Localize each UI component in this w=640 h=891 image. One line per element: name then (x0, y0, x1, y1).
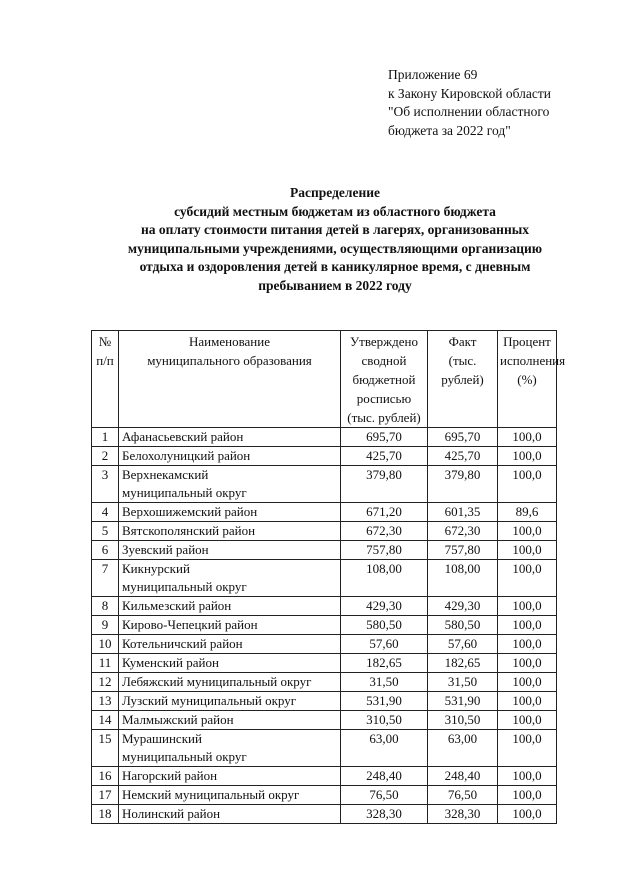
municipality-name (119, 711, 341, 730)
row-number: 4 (92, 503, 119, 522)
table-row (92, 730, 557, 767)
fact-amount: 601,35 (428, 503, 498, 522)
row-number: 7 (92, 560, 119, 597)
approved-amount: 31,50 (341, 673, 428, 692)
table-row (92, 428, 557, 447)
header-name (119, 331, 341, 428)
approved-amount: 248,40 (341, 767, 428, 786)
header-fact (428, 331, 498, 428)
annex-line: "Об исполнении областного (388, 104, 550, 119)
header-num (92, 331, 119, 428)
fact-amount: 328,30 (428, 805, 498, 824)
header-text: бюджетной (352, 372, 416, 387)
document-title (90, 184, 580, 295)
header-text: муниципального образования (147, 353, 312, 368)
municipality-name-line: Вятскополянский район (122, 523, 256, 538)
annex-reference (388, 66, 551, 140)
fact-amount: 379,80 (428, 466, 498, 503)
municipality-name (119, 560, 341, 597)
table-row (92, 692, 557, 711)
row-number: 15 (92, 730, 119, 767)
execution-percent: 100,0 (498, 673, 557, 692)
municipality-name (119, 654, 341, 673)
approved-amount: 76,50 (341, 786, 428, 805)
title-line: муниципальными учреждениями, осуществляющими организацию (127, 240, 543, 256)
approved-amount: 672,30 (341, 522, 428, 541)
header-text: сводной (361, 353, 407, 368)
approved-amount: 379,80 (341, 466, 428, 503)
approved-amount: 671,20 (341, 503, 428, 522)
execution-percent: 100,0 (498, 654, 557, 673)
municipality-name-line: Нагорский район (122, 768, 218, 783)
municipality-name (119, 503, 341, 522)
table-row (92, 673, 557, 692)
municipality-name-line: Лебяжский муниципальный округ (122, 674, 312, 689)
table-row (92, 805, 557, 824)
municipality-name-line: Малмыжский район (122, 712, 234, 727)
approved-amount: 580,50 (341, 616, 428, 635)
execution-percent: 100,0 (498, 711, 557, 730)
row-number: 6 (92, 541, 119, 560)
execution-percent: 100,0 (498, 786, 557, 805)
approved-amount: 328,30 (341, 805, 428, 824)
table-row (92, 560, 557, 597)
row-number: 14 (92, 711, 119, 730)
municipality-name-line: Кикнурский (122, 561, 190, 576)
municipality-name (119, 673, 341, 692)
fact-amount: 429,30 (428, 597, 498, 616)
municipality-name (119, 522, 341, 541)
municipality-name (119, 730, 341, 767)
header-text: (%) (517, 372, 537, 387)
approved-amount: 63,00 (341, 730, 428, 767)
header-text: Утверждено (349, 334, 419, 349)
header-text: исполнения (500, 353, 566, 368)
municipality-name (119, 541, 341, 560)
execution-percent: 89,6 (498, 503, 557, 522)
execution-percent: 100,0 (498, 560, 557, 597)
row-number: 2 (92, 447, 119, 466)
subsidy-table (91, 330, 566, 824)
table-row (92, 597, 557, 616)
header-text: (тыс. рублей) (347, 410, 421, 425)
row-number: 9 (92, 616, 119, 635)
execution-percent: 100,0 (498, 692, 557, 711)
execution-percent: 100,0 (498, 730, 557, 767)
municipality-name-line: Мурашинский (122, 731, 202, 746)
table-row (92, 635, 557, 654)
header-text: росписью (356, 391, 412, 406)
table-row (92, 654, 557, 673)
municipality-name (119, 767, 341, 786)
municipality-name-line: Афанасьевский район (122, 429, 244, 444)
table-row (92, 767, 557, 786)
title-line: субсидий местным бюджетам из областного бюджета (174, 203, 496, 219)
table-row (92, 786, 557, 805)
execution-percent: 100,0 (498, 767, 557, 786)
fact-amount: 695,70 (428, 428, 498, 447)
execution-percent: 100,0 (498, 466, 557, 503)
header-text: (тыс. (448, 353, 477, 368)
header-text: Наименование (189, 334, 270, 349)
execution-percent: 100,0 (498, 805, 557, 824)
approved-amount: 531,90 (341, 692, 428, 711)
table-row (92, 503, 557, 522)
municipality-name (119, 466, 341, 503)
execution-percent: 100,0 (498, 447, 557, 466)
municipality-name (119, 692, 341, 711)
municipality-name-line: Белохолуницкий район (122, 448, 251, 463)
execution-percent: 100,0 (498, 428, 557, 447)
municipality-name-line: Верхошижемский район (122, 504, 258, 519)
fact-amount: 63,00 (428, 730, 498, 767)
execution-percent: 100,0 (498, 616, 557, 635)
municipality-name-line: Куменский район (122, 655, 219, 670)
row-number: 13 (92, 692, 119, 711)
municipality-name-line: муниципальный округ (122, 749, 247, 764)
approved-amount: 757,80 (341, 541, 428, 560)
municipality-name (119, 786, 341, 805)
municipality-name (119, 616, 341, 635)
execution-percent: 100,0 (498, 635, 557, 654)
header-text: рублей) (441, 372, 484, 387)
municipality-name (119, 428, 341, 447)
annex-line: Приложение 69 (388, 67, 478, 82)
approved-amount: 425,70 (341, 447, 428, 466)
approved-amount: 695,70 (341, 428, 428, 447)
row-number: 8 (92, 597, 119, 616)
header-text: Процент (503, 334, 551, 349)
title-line: на оплату стоимости питания детей в лагерях, организованных (140, 222, 530, 237)
fact-amount: 425,70 (428, 447, 498, 466)
municipality-name-line: Котельничский район (122, 636, 243, 651)
fact-amount: 310,50 (428, 711, 498, 730)
fact-amount: 76,50 (428, 786, 498, 805)
municipality-name-line: Кильмезский район (122, 598, 232, 613)
header-percent (498, 331, 566, 428)
municipality-name-line: Зуевский район (122, 542, 209, 557)
header-text: № (98, 334, 112, 349)
table-body (92, 428, 557, 824)
municipality-name-line: муниципальный округ (122, 485, 247, 500)
fact-amount: 182,65 (428, 654, 498, 673)
execution-percent: 100,0 (498, 522, 557, 541)
municipality-name-line: Нолинский район (122, 806, 221, 821)
annex-line: бюджета за 2022 год" (388, 122, 511, 138)
fact-amount: 31,50 (428, 673, 498, 692)
row-number: 1 (92, 428, 119, 447)
fact-amount: 531,90 (428, 692, 498, 711)
title-line: отдыха и оздоровления детей в каникулярное время, с дневным (139, 259, 531, 274)
municipality-name-line: Верхнекамский (122, 467, 209, 482)
approved-amount: 108,00 (341, 560, 428, 597)
row-number: 17 (92, 786, 119, 805)
fact-amount: 57,60 (428, 635, 498, 654)
title-line: Распределение (289, 185, 381, 200)
approved-amount: 429,30 (341, 597, 428, 616)
header-approved (341, 331, 428, 428)
table-row (92, 711, 557, 730)
table-row (92, 541, 557, 560)
fact-amount: 580,50 (428, 616, 498, 635)
municipality-name (119, 597, 341, 616)
execution-percent: 100,0 (498, 597, 557, 616)
table-row (92, 466, 557, 503)
row-number: 11 (92, 654, 119, 673)
approved-amount: 310,50 (341, 711, 428, 730)
header-text: Факт (448, 334, 477, 349)
approved-amount: 57,60 (341, 635, 428, 654)
municipality-name (119, 447, 341, 466)
row-number: 18 (92, 805, 119, 824)
table-row (92, 616, 557, 635)
municipality-name (119, 805, 341, 824)
fact-amount: 108,00 (428, 560, 498, 597)
fact-amount: 757,80 (428, 541, 498, 560)
approved-amount: 182,65 (341, 654, 428, 673)
header-text: п/п (96, 353, 114, 368)
fact-amount: 672,30 (428, 522, 498, 541)
row-number: 10 (92, 635, 119, 654)
fact-amount: 248,40 (428, 767, 498, 786)
row-number: 16 (92, 767, 119, 786)
execution-percent: 100,0 (498, 541, 557, 560)
row-number: 5 (92, 522, 119, 541)
municipality-name-line: Лузский муниципальный округ (122, 693, 297, 708)
table-row (92, 522, 557, 541)
row-number: 3 (92, 466, 119, 503)
municipality-name-line: муниципальный округ (122, 579, 247, 594)
table-row (92, 447, 557, 466)
municipality-name-line: Немский муниципальный округ (122, 787, 300, 802)
annex-line: к Закону Кировской области (388, 85, 552, 101)
row-number: 12 (92, 673, 119, 692)
municipality-name (119, 635, 341, 654)
municipality-name-line: Кирово-Чепецкий район (122, 617, 258, 632)
title-line: пребыванием в 2022 году (258, 277, 412, 293)
